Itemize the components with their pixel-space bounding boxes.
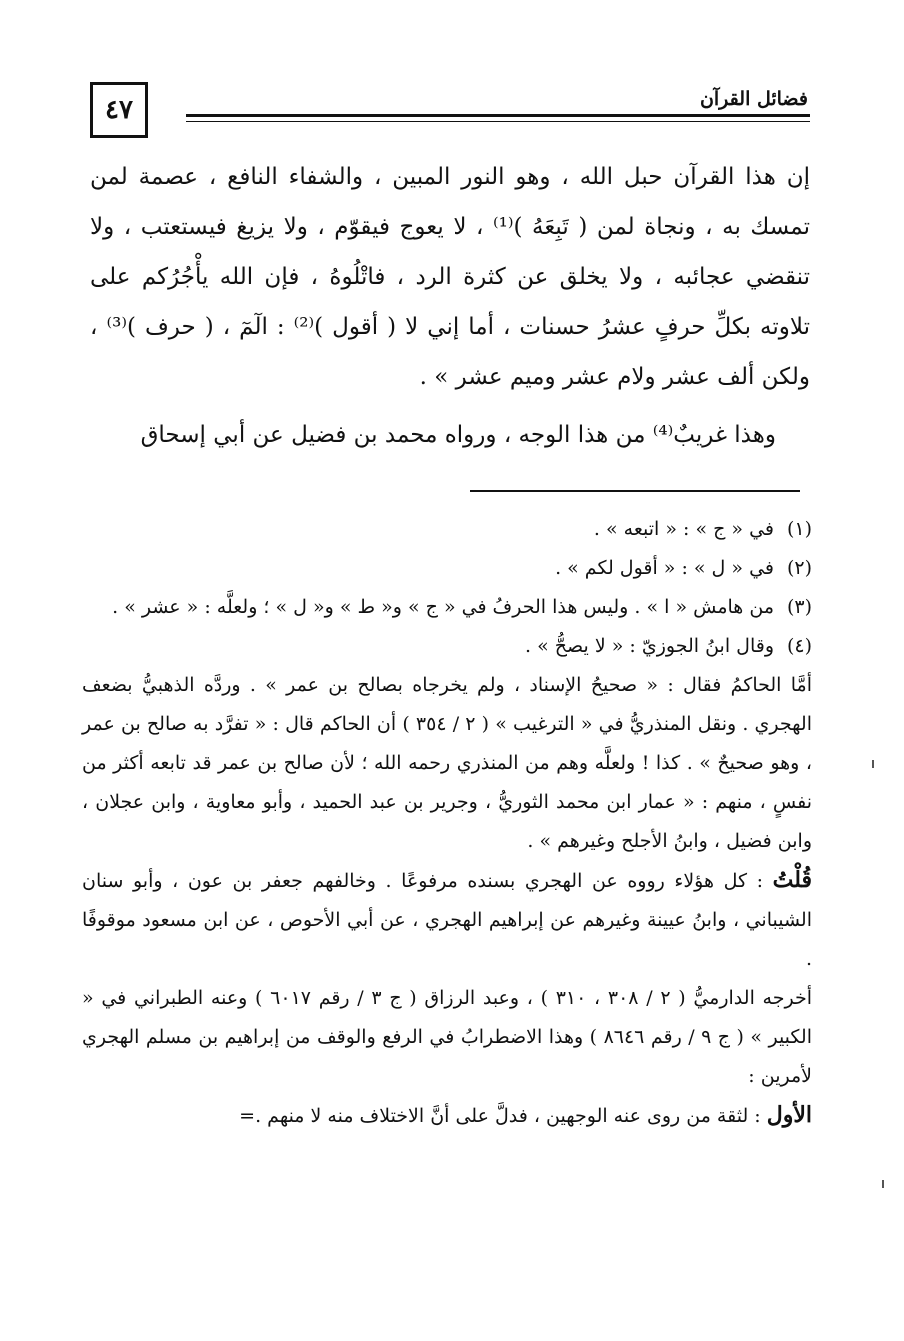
footnote-text: في « ل » : « أقول لكم » . xyxy=(555,557,774,579)
footnote-4 xyxy=(82,627,812,666)
running-title: فضائل القرآن xyxy=(699,88,808,110)
footnote-2 xyxy=(82,549,812,588)
footnote-number: (٣) xyxy=(786,596,812,618)
commentary-paragraph-3: أخرجه الدارميُّ ( ٢ / ٣٠٨ ، ٣١٠ ) ، وعبد الرزاق ( ج ٣ / رقم ٦٠١٧ ) وعنه الطبراني في « الكبير » ( ج ٩ / رقم ٨٦٤٦ ) وهذا الاضطرابُ في الرفع والوقف من إبراهيم بن مسلم الهجري لأمرين : xyxy=(82,987,812,1087)
margin-speck xyxy=(882,1180,884,1188)
awwal-label: الأول xyxy=(766,1102,812,1128)
main-text xyxy=(90,152,810,460)
footnote-number: (٤) xyxy=(786,635,812,657)
header-rule xyxy=(186,114,810,122)
commentary-paragraph-1: أمَّا الحاكمُ فقال : « صحيحُ الإسناد ، ولم يخرجاه بصالح بن عمر » . وردَّه الذهبيُّ بضعف الهجري . ونقل المنذريُّ في « الترغيب » ( ٢ / ٣٥٤ ) أن الحاكم قال : « تفرَّد به صالح بن عمر ، وهو صحيحٌ » . كذا ! ولعلَّه وهم من المنذري رحمه الله ؛ لأن صالح بن عمر قد تابعه أكثر من نفسٍ ، منهم : « عمار ابن محمد الثوريُّ ، وجرير بن عبد الحميد ، وأبو معاوية ، وابن عجلان ، وابن فضيل ، وابنُ الأجلح وغيرهم » . xyxy=(82,674,812,852)
footnote-number: (١) xyxy=(786,518,812,540)
footnotes xyxy=(82,510,812,1136)
footnote-text: من هامش « ا » . وليس هذا الحرفُ في « ج » و« ط » و« ل » ؛ ولعلَّه : « عشر » . xyxy=(112,596,774,618)
footnote-separator xyxy=(470,490,800,492)
commentary-text: : كل هؤلاء رووه عن الهجري بسنده مرفوعًا . وخالفهم جعفر بن عون ، وأبو سنان الشيباني ، وابنُ عيينة وغيرهم عن إبراهيم الهجري ، عن أبي الأحوص ، عن ابن مسعود موقوفًا . xyxy=(82,870,812,970)
page-number: ٤٧ xyxy=(90,82,148,138)
main-paragraph-2: وهذا غريبٌ⁽⁴⁾ من هذا الوجه ، ورواه محمد بن فضيل عن أبي إسحاق xyxy=(140,422,776,448)
footnote-text: في « ج » : « اتبعه » . xyxy=(593,518,774,540)
commentary-paragraph-2 xyxy=(82,861,812,979)
qultu-label: قُلْتُ xyxy=(772,867,812,893)
commentary-paragraph-4 xyxy=(82,1096,812,1136)
footnote-3 xyxy=(82,588,812,627)
footnote-text: وقال ابنُ الجوزيّ : « لا يصحُّ » . xyxy=(525,635,774,657)
commentary-text: : لثقة من روى عنه الوجهين ، فدلَّ على أنَّ الاختلاف منه لا منهم .= xyxy=(239,1105,767,1127)
footnote-1 xyxy=(82,510,812,549)
footnote-number: (٢) xyxy=(786,557,812,579)
margin-speck xyxy=(872,760,874,768)
main-paragraph-1: إن هذا القرآن حبل الله ، وهو النور المبين ، والشفاء النافع ، عصمة لمن تمسك به ، ونجاة لمن ( تَبِعَهُ )⁽¹⁾ ، لا يعوج فيقوّم ، ولا يزيغ فيستعتب ، ولا تنقضي عجائبه ، ولا يخلق عن كثرة الرد ، فاتْلُوهُ ، فإن الله يأْجُرُكم على تلاوته بكلِّ حرفٍ عشرُ حسنات ، أما إني لا ( أقول )⁽²⁾ : الٓمٓ ، ( حرف )⁽³⁾ ، ولكن ألف عشر ولام عشر وميم عشر » . xyxy=(90,164,811,390)
